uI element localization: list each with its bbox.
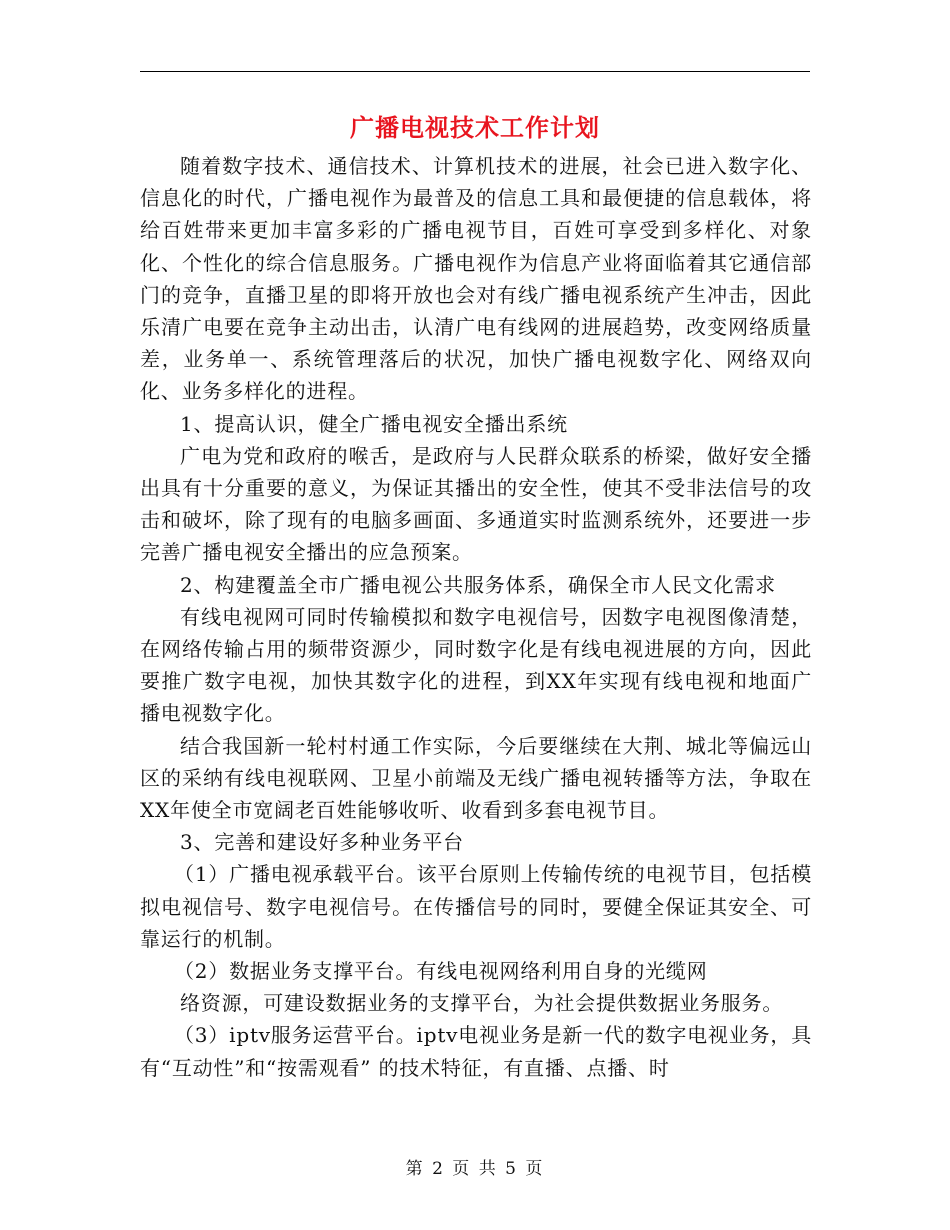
header-rule: [140, 71, 810, 72]
section-heading-1: 1、提高认识，健全广播电视安全播出系统: [180, 411, 568, 436]
paragraph-platform-1: （1）广播电视承载平台。该平台原则上传输传统的电视节目，包括模拟电视信号、数字电视信号。在传播信号的同时，要健全保证其安全、可靠运行的机制。: [140, 862, 812, 951]
document-body: [140, 150, 812, 1084]
paragraph-platform-2: （2）数据业务支撑平台。有线电视网络利用自身的光缆网: [174, 959, 708, 984]
paragraph-intro: 随着数字技术、通信技术、计算机技术的进展，社会已进入数字化、信息化的时代，广播电视作为最普及的信息工具和最便捷的信息载体，将给百姓带来更加丰富多彩的广播电视节目，百姓可享受到多样化、对象化、个性化的综合信息服务。广播电视作为信息产业将面临着其它通信部门的竞争，直播卫星的即将开放也会对有线广播电视系统产生冲击，因此乐清广电要在竞争主动出击，认清广电有线网的进展趋势，改变网络质量差，业务单一、系统管理落后的状况，加快广播电视数字化、网络双向化、业务多样化的进程。: [140, 154, 812, 404]
paragraph-platform-3: （3）iptv服务运营平台。iptv电视业务是新一代的数字电视业务，具有“互动性”和“按需观看” 的技术特征，有直播、点播、时: [140, 1023, 812, 1080]
section-heading-2: 2、构建覆盖全市广播电视公共服务体系，确保全市人民文化需求: [180, 572, 776, 597]
document-title: 广播电视技术工作计划: [350, 113, 600, 142]
paragraph-digital-tv: 有线电视网可同时传输模拟和数字电视信号，因数字电视图像清楚，在网络传输占用的频带资源少，同时数字化是有线电视进展的方向，因此要推广数字电视，加快其数字化的进程，到XX年实现有线电视和地面广播电视数字化。: [140, 604, 812, 726]
paragraph-village-coverage: 结合我国新一轮村村通工作实际，今后要继续在大荆、城北等偏远山区的采纳有线电视联网、卫星小前端及无线广播电视转播等方法，争取在XX年使全市宽阔老百姓能够收听、收看到多套电视节目。: [140, 733, 812, 823]
section-heading-3: 3、完善和建设好多种业务平台: [180, 830, 464, 855]
paragraph-safety: 广电为党和政府的喉舌，是政府与人民群众联系的桥梁，做好安全播出具有十分重要的意义，为保证其播出的安全性，使其不受非法信号的攻击和破坏，除了现有的电脑多画面、多通道实时监测系统外，还要进一步完善广播电视安全播出的应急预案。: [140, 443, 812, 565]
paragraph-platform-2-continued: 络资源，可建设数据业务的支撑平台，为社会提供数据业务服务。: [180, 991, 784, 1016]
page-number-footer: 第 2 页 共 5 页: [405, 1159, 545, 1179]
